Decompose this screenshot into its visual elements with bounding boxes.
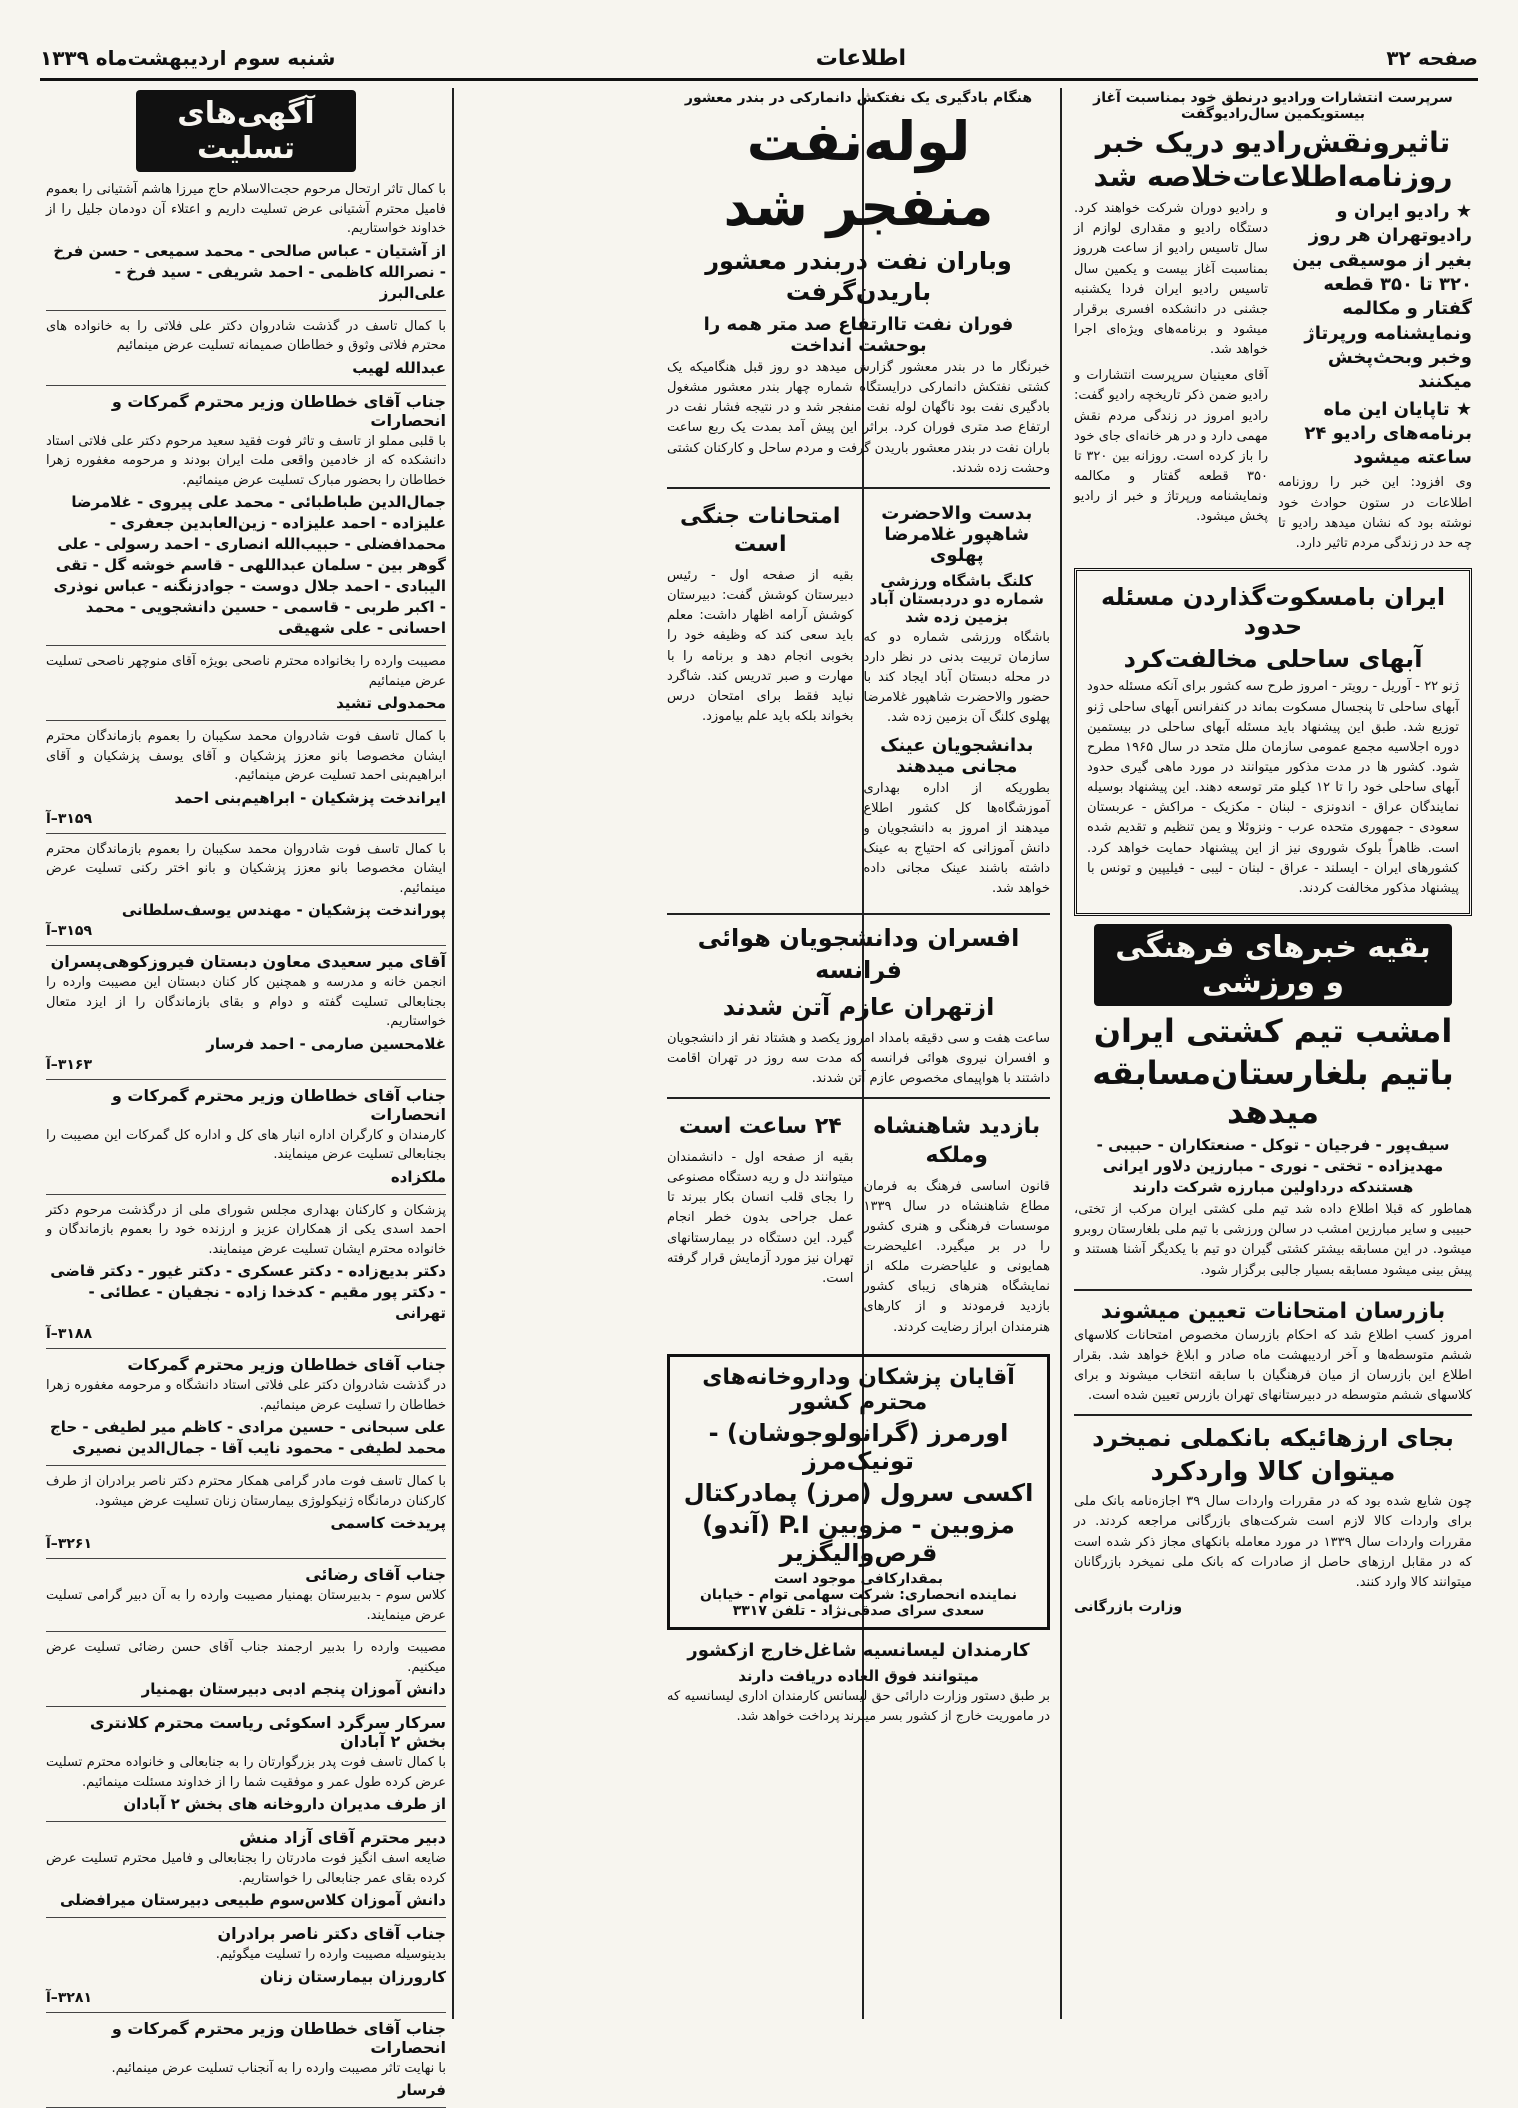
condolence-addressee: جناب آقای خطاطان وزیر محترم گمرکات و انحصارات xyxy=(111,391,446,430)
condolence-signers: ایراندخت پزشکیان - ابراهیم‌بنی احمد xyxy=(174,788,446,807)
condolence-signers: پریدخت کاسمی xyxy=(330,1514,446,1532)
visit-text: قانون اساسی فرهنگ به فرمان مطاع شاهنشاه در سال ۱۳۳۹ موسسات فرهنگی و هنری کشور را در بر میگیرد. اعلیحضرت همایونی و علیاحضرت ملکه از نمایشگاه هنرهای زیبای کشور بازدید فرمودند و از کارهای هنرمندان ابراز رضایت کردند. xyxy=(863,1178,1050,1335)
divider xyxy=(46,1194,446,1195)
column-divider xyxy=(452,88,454,2019)
ad-subheading: محترم کشور xyxy=(789,1389,928,1415)
condolence-code: ۳۲۸۱–آ xyxy=(46,1989,92,2006)
oil-subheadline: فوران نفت تاارتفاع صد متر همه را بوحشت انداخت xyxy=(703,313,1014,356)
glasses-headline: بدانشجویان عینک مجانی میدهند xyxy=(880,734,1034,777)
condolence-signers: پوراندخت پزشکیان - مهندس یوسف‌سلطانی xyxy=(121,901,446,919)
condolence-text: مصیبت وارده را بدبیر ارجمند جناب آقای حسن رضائی تسلیت عرض میکنیم. xyxy=(46,1640,446,1675)
condolence-addressee: سرکار سرگرد اسکوئی ریاست محترم کلانتری بخش ۲ آبادان xyxy=(89,1713,446,1751)
hours-text: بقیه از صفحه اول - دانشمندان میتوانند دل و ریه دستگاه مصنوعی را بجای قلب انسان بکار ببرند تا عمل جراحی بدون خطر انجام گیرد. این دستگاه در بیمارستانهای تهران نیز مورد آزمایش قرار گرفته است. xyxy=(667,1149,854,1286)
condolence-text: با نهایت تاثر مصیبت وارده را به آنجناب تسلیت عرض مینمائیم. xyxy=(111,2060,446,2076)
divider xyxy=(46,2012,446,2013)
ad-stock: بمقدارکافی موجود است xyxy=(773,1570,944,1587)
exam-war-headline: امتحانات جنگی است xyxy=(680,503,841,558)
condolence-notice xyxy=(46,952,446,1073)
import-headline: میتوان کالا واردکرد xyxy=(1150,1457,1396,1488)
ad-product: اکسی سرول (مرز) پمادرکتال xyxy=(683,1478,1034,1507)
import-headline: بجای ارزهائیکه بانکملی نمیخرد xyxy=(1092,1424,1454,1453)
condolence-addressee: جناب آقای خطاطان وزیر محترم گمرکات و انحصارات xyxy=(111,1085,446,1124)
condolence-notice xyxy=(46,1565,446,1625)
pharma-ad xyxy=(667,1354,1050,1630)
condolence-code: ۳۱۸۸–آ xyxy=(46,1326,92,1342)
divider xyxy=(46,1348,446,1349)
condolence-notice xyxy=(46,317,446,379)
divider xyxy=(1074,1289,1472,1291)
column-center-right xyxy=(661,88,1056,2019)
graduates-sub: میتوانند فوق العاده دریافت دارند xyxy=(738,1666,979,1685)
column-left-condolences xyxy=(40,88,452,2099)
condolence-notice xyxy=(46,1713,446,1815)
condolence-text: کارمندان و کارگران اداره انبار های کل و اداره کل گمرکات این مصیبت را بجنابعالی تسلیت عرض مینمایند. xyxy=(46,1127,446,1162)
condolence-text: با کمال تاسف فوت شادروان محمد سکیبان را بعموم بازماندگان محترم ایشان مخصوصا بانو معزز پزشکیان و آقای یوسف پزشکیان و آقای ابراهیم‌بنی احمد تسلیت عرض مینمائیم. xyxy=(46,729,446,783)
visit-headline: بازدید شاهنشاه وملکه xyxy=(873,1114,1041,1168)
condolence-notice xyxy=(46,1828,446,1911)
ad-heading: آقایان پزشکان وداروخانه‌های xyxy=(702,1364,1015,1390)
exam-inspectors-text: امروز کسب اطلاع شد که احکام بازرسان مخصوص امتحانات کلاسهای ششم متوسطه‌ها و آخر اردیبهشت ماه صادر و ابلاغ خواهد شد. بقرار اطلاع این بازرسان از میان فرهنگیان با سابقه انتخاب میشوند و برای کلاسهای ششم متوسطه در دبیرستانهای تهران بازرس تعیین شده است. xyxy=(1074,1327,1472,1404)
coastal-headline: آبهای ساحلی مخالفت‌کرد xyxy=(1123,644,1423,673)
condolence-code: ۳۱۵۹–آ xyxy=(46,810,92,827)
graduates-headline: کارمندان لیسانسیه شاغل‌خارج ازکشور xyxy=(687,1639,1030,1661)
condolence-notice xyxy=(46,727,446,827)
page-number: صفحه ۳۲ xyxy=(1386,46,1478,70)
divider xyxy=(46,1558,446,1559)
divider xyxy=(46,1917,446,1918)
condolence-addressee: جناب آقای دکتر ناصر برادران xyxy=(217,1924,446,1943)
divider xyxy=(46,833,446,834)
condolence-signers: فرسار xyxy=(397,2081,446,2099)
divider xyxy=(46,1465,446,1466)
condolence-signers: غلامحسین صارمی - احمد فرسار xyxy=(206,1034,446,1053)
condolence-text: با کمال تاثر ارتحال مرحوم حجت‌الاسلام حاج میرزا هاشم آشتیانی را بعموم فامیل محترم آشتیانی عرض تسلیت داریم و اعتلاء آن دودمان جلیل را از خداوند خواستاریم. xyxy=(46,182,446,236)
condolence-list xyxy=(46,180,446,2108)
ad-product: مزوبین - مزوبین P.I (آندو) قرص‌والیگزیر xyxy=(702,1510,1015,1567)
coastal-text: ژنو ۲۲ - آوریل - رویتر - امروز طرح سه کشور برای آنکه مسئله حدود آبهای ساحلی تا پنجسال مسکوت بماند در کنفرانس آبهای ساحلی ژنو توزیع شد. طبق این پیشنهاد باید مسئله آبهای ساحلی در بیستمین دوره اجلاسیه مجمع عمومی سازمان ملل متحد در سال ۱۹۶۵ مطرح شود. کشور ها در مدت مذکور میتوانند در مورد ماهی گیری حدود آبهای ساحلی خود را تا ۱۲ کیلو متر توسعه دهند. این پیشنهاد بوسیله نمایندگان عراق - اندونزی - لبنان - مکزیک - مراکش - عربستان سعودی - جمهوری متحده عرب - ونزوئلا و یمن تنظیم و تقدیم شده است. ظاهراً بلوک شوروی نیز از این پیشنهاد حمایت خواهد کرد. کشورهای ایران - ایسلند - عراق - لبنان - لیبی - فیلیپین و تونس با پیشنهاد مذکور مخالفت کردند. xyxy=(1087,679,1459,896)
radio-text: و رادیو دوران شرکت خواهند کرد. دستگاه رادیو و مقداری لوازم از سال تاسیس رادیو از ساعت هرروز بمناسبت آغاز بیست و یکمین سال تاسیس رادیو ایران فردا یکشنبه جشنی در دانشکده افسری برقرار میشود و برنامه‌های ویژه‌ای اجرا خواهد شد. xyxy=(1074,201,1268,358)
divider xyxy=(46,310,446,311)
graduates-text: بر طبق دستور وزارت دارائی حق لیسانس کارمندان اداری لیسانسیه که در ماموریت خارج از کشور بسر میبرند پرداخت خواهد شد. xyxy=(667,1688,1050,1724)
hours-headline: ۲۴ ساعت است xyxy=(678,1114,842,1140)
condolence-text: در گذشت شادروان دکتر علی فلاتی استاد دانشگاه و مرحومه مغفوره زهرا خطاطان را تسلیت عرض مینمائیم. xyxy=(46,1378,446,1413)
condolence-addressee: دبیر محترم آقای آزاد منش xyxy=(239,1828,446,1847)
oil-text: خبرنگار ما در بندر معشور گزارش میدهد دو روز قبل هنگامیکه یک کشتی نفتکش دانمارکی درایستگاه شماره چهار بندر معشور مشغول بادگیری نفت بود ناگهان لوله نفت منفجر شد و در نتیجه فشار نفت در ارتفاع صد متری فوران کرد. براثر این پیش آمد بمدت یک ربع ساعت باران نفت در بندر معشور باریدن گرفت و مردم ساحل و کارکنان کشتی وحشت زده شدند. xyxy=(667,359,1050,476)
divider xyxy=(46,1706,446,1707)
condolence-notice xyxy=(46,1086,446,1188)
sports-banner: بقیه خبرهای فرهنگی و ورزشی xyxy=(1094,924,1452,1006)
condolence-text: ضایعه اسف انگیز فوت مادرتان را بجنابعالی و فامیل محترم تسلیت عرض کرده بقای عمر جنابعالی را خواستاریم. xyxy=(46,1851,446,1886)
divider xyxy=(46,1631,446,1632)
wrestling-team: سیف‌پور - فرجیان - توکل - صنعتکاران - حبیبی - مهدیزاده - تختی - نوری - مبارزین دلاور ایرانی هستندکه درداولین مبارزه شرکت دارند xyxy=(1096,1136,1450,1197)
masthead: اطلاعات xyxy=(815,45,907,71)
condolence-text: پزشکان و کارکنان بهداری مجلس شورای ملی از درگذشت مرحوم دکتر احمد اسدی یکی از همکاران عزیز و ارزنده خود را بعموم بازماندگان و خانواده محترم ایشان تسلیت عرض مینمایند. xyxy=(46,1202,446,1257)
condolence-signers: عبدالله لهیب xyxy=(352,358,446,377)
divider xyxy=(667,487,1050,489)
sports-club-headline: بدست والاحضرت شاهپور غلامرضا پهلوی xyxy=(881,502,1033,566)
coastal-headline: ایران بامسکوت‌گذاردن مسئله حدود xyxy=(1100,583,1446,640)
condolence-text: کلاس سوم - بدبیرستان بهمنیار مصیبت وارده را به آن دبیر گرامی تسلیت عرض مینمایند. xyxy=(46,1588,446,1623)
radio-text: وی افزود: این خبر را روزنامه اطلاعات در ستون حوادث خود نوشته بود که نشان میدهد رادیو تا چه حد در زندگی مردم تاثیر دارد. xyxy=(1278,475,1472,551)
divider xyxy=(46,945,446,946)
condolence-addressee: آقای میر سعیدی معاون دبستان فیروزکوهی‌پسران xyxy=(50,952,446,971)
condolence-addressee: جناب آقای رضائی xyxy=(305,1565,446,1584)
condolence-notice xyxy=(46,392,446,640)
condolence-signers: محمدولی تشید xyxy=(336,694,446,712)
condolence-signers: جمال‌الدین طباطبائی - محمد علی پیروی - غلامرضا علیزاده - احمد علیزاده - زین‌العابدین جعفری - محمدافضلی - حبیب‌الله انصاری - احمد رسولی - علی گوهر بین - سلمان عبداللهی - قاسم خوشه گل - تقی الیبادی - احمد جلال دوست - جوادزنگنه - عباس نوذری - اکبر طربی - قاسمی - حسین دانشجویی - محمد احسانی - علی شهیقی xyxy=(53,493,446,637)
condolence-signers: دانش آموزان کلاس‌سوم طبیعی دبیرستان میرافضلی xyxy=(59,1891,446,1909)
sports-club-text: باشگاه ورزشی شماره دو که سازمان تربیت بدنی در نظر دارد در محله دبستان آباد ایجاد کند با حضور والاحضرت شاهپور غلامرضا پهلوی کلنگ آن بزمین زده شد. xyxy=(863,629,1050,726)
condolence-notice xyxy=(46,2019,446,2102)
condolence-signers: ملکزاده xyxy=(390,1167,446,1186)
condolence-notice xyxy=(46,840,446,940)
condolence-signers: دانش آموزان پنجم ادبی دبیرستان بهمنیار xyxy=(141,1680,446,1698)
french-headline: افسران ودانشجویان هوائی فرانسه xyxy=(697,924,1020,984)
wrestling-text: هماطور که قبلا اطلاع داده شد تیم ملی کشتی ایران مرکب از تختی، حبیبی و سایر مبارزین امشب در سالن ورزشی با تیم ملی بلغارستان روبرو میشود. در این مسابقه بیشتر کشتی گیران دو تیم با یکدیگر آشنا هستند و پیش بینی میشود مسابقه بسیار جالبی برگزار شود. xyxy=(1074,1202,1472,1278)
oil-subheadline: وباران نفت دربندر معشور باریدن‌گرفت xyxy=(705,246,1012,306)
condolence-signers: علی سبحانی - حسین مرادی - کاظم میر لطیفی - حاج محمد لطیفی - محمود نایب آقا - جمال‌الدین نصیری xyxy=(49,1418,446,1457)
condolence-signers: از طرف مدیران داروخانه های بخش ۲ آبادان xyxy=(123,1795,446,1813)
column-divider xyxy=(1060,88,1062,2019)
divider xyxy=(46,385,446,386)
condolence-notice xyxy=(46,1924,446,2006)
condolence-text: مصیبت وارده را بخانواده محترم ناصحی بویژه آقای منوچهر ناصحی تسلیت عرض مینمائیم xyxy=(46,654,446,689)
condolence-signers: دکتر بدیع‌زاده - دکتر عسکری - دکتر غیور - دکتر قاضی - دکتر پور مقیم - کدخدا زاده - نجفیان - عطائی - تهرانی xyxy=(50,1262,446,1322)
wrestling-headline: امشب تیم کشتی ایران xyxy=(1093,1011,1453,1050)
oil-kicker: هنگام بادگیری یک نفتکش دانمارکی در بندر معشور xyxy=(684,90,1033,106)
divider xyxy=(46,720,446,721)
exam-inspectors-headline: بازرسان امتحانات تعیین میشوند xyxy=(1100,1298,1446,1324)
import-text: چون شایع شده بود که در مقررات واردات سال ۳۹ اجازه‌نامه بانک ملی برای واردات کالا لازم است شرکت‌های بازرگانی مراجعه کردند. در مقررات واردات سال ۱۳۳۹ در مورد معامله بانکهای مجاز ذکر شده است که در مقابل ارزهای حاصل از صادرات که بانک ملی نمیخرد بازرگانان میتوانند کالا وارد کنند. xyxy=(1074,1494,1473,1590)
ad-product: اورمرز (گرانولوجوشان) - تونیک‌مرز xyxy=(708,1418,1009,1475)
glasses-text: بطوریکه از اداره بهداری آموزشگاه‌ها کل کشور اطلاع میدهند از امروز به دانشجویان و دانش آموزانی که احتیاج به عینک داشته باشند عینک مجانی داده خواهد شد. xyxy=(863,780,1050,897)
condolence-notice xyxy=(46,1355,446,1459)
coastal-waters-box xyxy=(1074,568,1472,916)
radio-headline: تاثیرونقش‌رادیو دریک خبر روزنامه‌اطلاعات‌خلاصه شد xyxy=(1093,126,1453,193)
french-text: ساعت هفت و سی دقیقه بامداد امروز یکصد و هشتاد نفر از دانشجویان و افسران نیروی هوائی فرانسه که مدت سه روز در تهران اقامت داشتند با هواپیمای مخصوص عازم آتن شدند. xyxy=(667,1030,1050,1087)
condolence-addressee: جناب آقای خطاطان وزیر محترم گمرکات و انحصارات xyxy=(111,2018,446,2057)
divider xyxy=(1074,1414,1472,1416)
oil-headline: لوله‌نفت منفجر شد xyxy=(723,110,994,238)
condolence-code: ۳۲۶۱–آ xyxy=(46,1536,92,1552)
divider xyxy=(667,913,1050,915)
date-line: شنبه سوم اردیبهشت‌ماه ۱۳۳۹ xyxy=(40,46,336,70)
page-header xyxy=(40,38,1478,81)
divider xyxy=(46,645,446,646)
wrestling-headline: باتیم بلغارستان‌مسابقه میدهد xyxy=(1092,1054,1454,1131)
condolence-text: با کمال تاسف در گذشت شادروان دکتر علی فلاتی را به خانواده های محترم فلاتی وثوق و خطاطان صمیمانه تسلیت عرض مینمائیم xyxy=(46,318,446,353)
column-right xyxy=(1068,88,1478,2019)
radio-bullet: ★ تاپایان این ماه برنامه‌های رادیو ۲۴ ساعته میشود xyxy=(1304,398,1472,469)
condolence-addressee: جناب آقای خطاطان وزیر محترم گمرکات xyxy=(127,1355,446,1374)
condolence-code: ۳۱۶۳–آ xyxy=(46,1056,92,1073)
divider xyxy=(667,1097,1050,1099)
condolence-notice xyxy=(46,1638,446,1700)
condolence-code: ۳۱۵۹–آ xyxy=(46,923,92,939)
divider xyxy=(46,1079,446,1080)
radio-text: آقای معینیان سرپرست انتشارات و رادیو ضمن ذکر تاریخچه رادیو گفت: رادیو امروز در زندگی مردم نقش مهمی دارد و در هر خانه‌ای جای خود را باز کرده است. روزانه بین ۳۲۰ تا ۳۵۰ قطعه گفتار و مکالمه ونمایشنامه ورپرتاژ و خبر از رادیو پخش میشود. xyxy=(1074,368,1268,525)
condolence-text: با کمال تاسف فوت مادر گرامی همکار محترم دکتر ناصر برادران از طرف کارکنان درمانگاه ژنیکولوژی بیمارستان زنان تسلیت عرض میشود. xyxy=(46,1474,446,1509)
radio-bullet: ★ رادیو ایران و رادیوتهران هر روز بغیر از موسیقی بین ۳۲۰ تا ۳۵۰ قطعه گفتار و مکالمه ونمایشنامه ورپرتاژ وخبر وبحث‌پخش میکنند xyxy=(1292,201,1472,393)
condolence-signers: از آشتیان - عباس صالحی - محمد سمیعی - حسن فرخ - نصرالله کاظمی - احمد شریفی - سید فرخ - علی‌البرز xyxy=(53,241,446,302)
french-headline: ازتهران عازم آتن شدند xyxy=(722,992,995,1021)
condolence-signers: کارورزان بیمارستان زنان xyxy=(259,1967,446,1986)
divider xyxy=(46,1821,446,1822)
radio-kicker: سرپرست انتشارات ورادیو درنطق خود بمناسبت آغاز بیستویکمین سال‌رادیوگفت xyxy=(1093,90,1453,122)
condolence-text: با کمال تاسف فوت پدر بزرگوارتان را به جنابعالی و خانواده محترم تسلیت عرض کرده طول عمر و موفقیت شما را از خداوند مسئلت مینمائیم. xyxy=(46,1755,446,1790)
condolence-notice xyxy=(46,1472,446,1552)
condolence-notice xyxy=(46,1201,446,1343)
ad-agent: نماینده انحصاری: شرکت سهامی توام - خیابان سعدی سرای صدقی‌نژاد - تلفن ۳۳۱۷ xyxy=(699,1586,1018,1619)
condolence-text: بدینوسیله مصیبت وارده را تسلیت میگوئیم. xyxy=(215,1947,446,1962)
import-footer: وزارت بازرگانی xyxy=(1074,1598,1183,1615)
condolence-notice xyxy=(46,652,446,714)
condolence-notice xyxy=(46,180,446,304)
condolence-text: با قلبی مملو از تاسف و تاثر فوت فقید سعید مرحوم دکتر علی فلاتی استاد دانشکده که از خادمین واقعی ملت ایران بودند و مرحومه مغفوره زهرا خطاطان را بحضور مبارک تسلیت عرض مینمائیم. xyxy=(46,433,446,488)
condolence-text: با کمال تاسف فوت شادروان محمد سکیبان را بعموم بازماندگان محترم ایشان مخصوصا بانو معزز پزشکیان و بانو اختر رکنی تسلیت عرض مینمائیم. xyxy=(46,841,446,896)
sports-club-sub: کلنگ باشگاه ورزشی شماره دو دردبستان آباد بزمین زده شد xyxy=(869,571,1044,626)
condolence-title: آگهی‌های تسلیت xyxy=(136,90,356,172)
condolence-text: انجمن خانه و مدرسه و همچنین کار کنان دبستان این مصیبت وارده را بجنابعالی تسلیت گفته و دوام و بقای بازماندگان را از ایزد متعال خواستاریم. xyxy=(46,975,446,1029)
exam-war-text: بقیه از صفحه اول - رئیس دبیرستان کوشش گفت: دبیرستان کوشش آرامه اظهار داشت: معلم باید سعی کند که وظیفه خود را بخوبی انجام دهد و برنامه را با مهارت و صبر تدریس کند. شاگرد نباید فقط برای امتحان درس بخواند بلکه باید علم بیاموزد. xyxy=(667,568,854,724)
